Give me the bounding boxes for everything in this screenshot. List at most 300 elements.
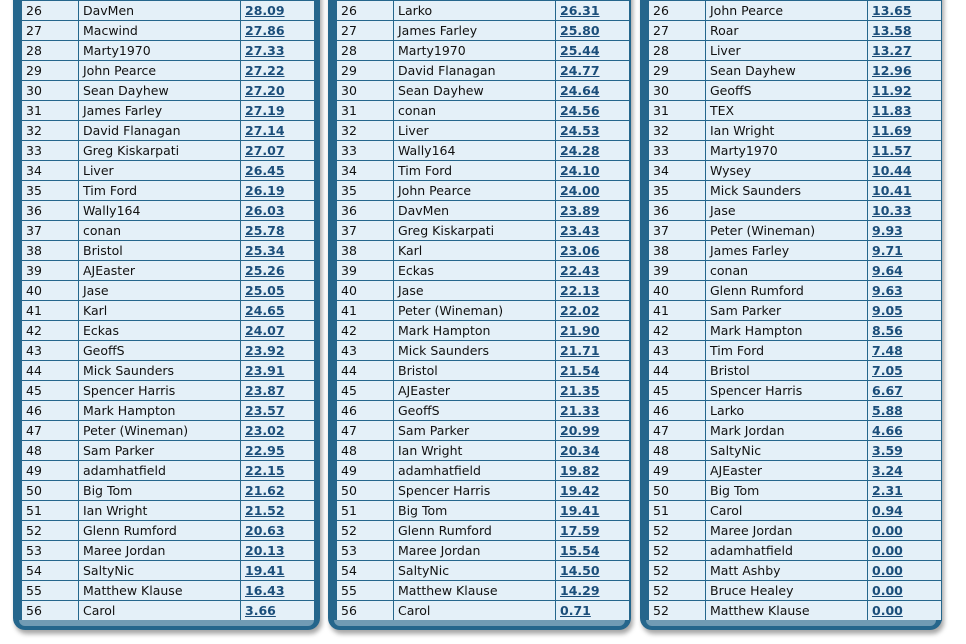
player-name-cell: Carol — [394, 601, 556, 621]
rank-cell: 56 — [337, 601, 394, 621]
rank-cell: 27 — [337, 21, 394, 41]
rank-cell: 41 — [337, 301, 394, 321]
score-link[interactable]: 23.06 — [560, 243, 600, 258]
score-link[interactable]: 26.03 — [245, 203, 285, 218]
rank-cell: 33 — [337, 141, 394, 161]
score-link[interactable]: 25.26 — [245, 263, 285, 278]
table-row — [22, 501, 315, 521]
score-link[interactable]: 23.02 — [245, 423, 285, 438]
player-name-cell: Spencer Harris — [79, 381, 241, 401]
score-cell — [241, 501, 315, 521]
score-cell — [241, 101, 315, 121]
table-row — [337, 581, 630, 601]
score-link[interactable]: 27.19 — [245, 103, 285, 118]
rank-cell: 42 — [337, 321, 394, 341]
score-link[interactable]: 16.43 — [245, 583, 285, 598]
player-name-cell: John Pearce — [706, 1, 868, 21]
score-cell — [556, 381, 630, 401]
score-link[interactable]: 10.33 — [872, 203, 912, 218]
score-cell — [556, 81, 630, 101]
player-name-cell: Greg Kiskarpati — [79, 141, 241, 161]
score-cell — [241, 201, 315, 221]
rank-cell: 37 — [22, 221, 79, 241]
score-link[interactable]: 5.88 — [872, 403, 903, 418]
table-row — [22, 381, 315, 401]
table-row — [337, 241, 630, 261]
rank-cell: 44 — [337, 361, 394, 381]
rank-cell: 28 — [22, 41, 79, 61]
rank-cell: 36 — [22, 201, 79, 221]
score-link[interactable]: 4.66 — [872, 423, 903, 438]
player-name-cell: Glenn Rumford — [394, 521, 556, 541]
table-row — [337, 341, 630, 361]
score-cell — [556, 561, 630, 581]
score-link[interactable]: 23.43 — [560, 223, 600, 238]
player-name-cell: Matthew Klause — [79, 581, 241, 601]
score-link[interactable]: 23.87 — [245, 383, 285, 398]
score-link[interactable]: 8.56 — [872, 323, 903, 338]
player-name-cell: Sean Dayhew — [706, 61, 868, 81]
player-name-cell: TEX — [706, 101, 868, 121]
rank-cell: 52 — [22, 521, 79, 541]
score-link[interactable]: 7.05 — [872, 363, 903, 378]
score-cell — [868, 461, 942, 481]
rank-cell: 52 — [649, 541, 706, 561]
player-name-cell: Karl — [394, 241, 556, 261]
rank-cell: 51 — [22, 501, 79, 521]
score-link[interactable]: 17.59 — [560, 523, 600, 538]
score-link[interactable]: 21.52 — [245, 503, 285, 518]
score-link[interactable]: 23.89 — [560, 203, 600, 218]
player-name-cell: Jase — [706, 201, 868, 221]
player-name-cell: Mark Hampton — [706, 321, 868, 341]
score-cell — [556, 601, 630, 621]
player-name-cell: Glenn Rumford — [706, 281, 868, 301]
score-cell — [868, 81, 942, 101]
score-link[interactable]: 11.57 — [872, 143, 912, 158]
score-link[interactable]: 3.24 — [872, 463, 903, 478]
score-cell — [241, 601, 315, 621]
score-link[interactable]: 25.05 — [245, 283, 285, 298]
score-cell — [868, 141, 942, 161]
table-row — [22, 441, 315, 461]
table-row — [649, 181, 942, 201]
score-link[interactable]: 19.42 — [560, 483, 600, 498]
score-cell — [556, 341, 630, 361]
rank-cell: 38 — [337, 241, 394, 261]
player-name-cell: Eckas — [79, 321, 241, 341]
score-link[interactable]: 27.33 — [245, 43, 285, 58]
player-name-cell: adamhatfield — [706, 541, 868, 561]
score-link[interactable]: 22.02 — [560, 303, 600, 318]
rank-cell: 37 — [337, 221, 394, 241]
player-name-cell: AJEaster — [706, 461, 868, 481]
player-name-cell: Bristol — [79, 241, 241, 261]
rank-cell: 31 — [649, 101, 706, 121]
score-cell — [556, 241, 630, 261]
table-row — [649, 161, 942, 181]
table-row — [649, 21, 942, 41]
score-cell — [868, 221, 942, 241]
score-cell — [241, 81, 315, 101]
rank-cell: 52 — [649, 581, 706, 601]
player-name-cell: Sam Parker — [706, 301, 868, 321]
score-link[interactable]: 24.28 — [560, 143, 600, 158]
score-cell — [556, 361, 630, 381]
score-link[interactable]: 2.31 — [872, 483, 903, 498]
score-link[interactable]: 9.93 — [872, 223, 903, 238]
rank-cell: 35 — [22, 181, 79, 201]
rank-cell: 43 — [22, 341, 79, 361]
score-link[interactable]: 3.59 — [872, 443, 903, 458]
leaderboard-panel-3 — [640, 0, 942, 630]
player-name-cell: David Flanagan — [394, 61, 556, 81]
rank-cell: 52 — [649, 521, 706, 541]
score-link[interactable]: 22.15 — [245, 463, 285, 478]
table-row — [22, 181, 315, 201]
rank-cell: 56 — [22, 601, 79, 621]
player-name-cell: conan — [79, 221, 241, 241]
score-link[interactable]: 26.45 — [245, 163, 285, 178]
rank-cell: 48 — [649, 441, 706, 461]
player-name-cell: Ian Wright — [706, 121, 868, 141]
table-row — [649, 321, 942, 341]
rank-cell: 41 — [649, 301, 706, 321]
player-name-cell: Carol — [706, 501, 868, 521]
score-link[interactable]: 22.95 — [245, 443, 285, 458]
player-name-cell: Marty1970 — [394, 41, 556, 61]
player-name-cell: Bristol — [394, 361, 556, 381]
score-link[interactable]: 10.41 — [872, 183, 912, 198]
rank-cell: 39 — [649, 261, 706, 281]
table-row — [649, 601, 942, 621]
player-name-cell: Jase — [79, 281, 241, 301]
rank-cell: 29 — [649, 61, 706, 81]
rank-cell: 47 — [22, 421, 79, 441]
rank-cell: 45 — [649, 381, 706, 401]
rank-cell: 46 — [337, 401, 394, 421]
rank-cell: 34 — [22, 161, 79, 181]
score-link[interactable]: 21.90 — [560, 323, 600, 338]
score-cell — [556, 61, 630, 81]
rank-cell: 38 — [649, 241, 706, 261]
score-cell — [868, 61, 942, 81]
player-name-cell: conan — [394, 101, 556, 121]
table-row — [337, 521, 630, 541]
score-link[interactable]: 20.63 — [245, 523, 285, 538]
player-name-cell: Marty1970 — [79, 41, 241, 61]
table-row — [22, 261, 315, 281]
score-link[interactable]: 20.99 — [560, 423, 600, 438]
score-link[interactable]: 6.67 — [872, 383, 903, 398]
rank-cell: 40 — [337, 281, 394, 301]
table-row — [337, 61, 630, 81]
score-link[interactable]: 22.13 — [560, 283, 600, 298]
score-link[interactable]: 3.66 — [245, 603, 276, 618]
score-cell — [868, 361, 942, 381]
score-link[interactable]: 11.83 — [872, 103, 912, 118]
score-link[interactable]: 9.64 — [872, 263, 903, 278]
score-link[interactable]: 21.33 — [560, 403, 600, 418]
score-link[interactable]: 24.56 — [560, 103, 600, 118]
table-row — [649, 221, 942, 241]
score-cell — [868, 121, 942, 141]
table-row — [649, 381, 942, 401]
table-row — [337, 461, 630, 481]
table-row — [649, 1, 942, 21]
player-name-cell: Peter (Wineman) — [79, 421, 241, 441]
table-row — [22, 581, 315, 601]
score-link[interactable]: 0.00 — [872, 603, 903, 618]
score-cell — [556, 261, 630, 281]
score-cell — [556, 401, 630, 421]
player-name-cell: Wysey — [706, 161, 868, 181]
rank-cell: 43 — [337, 341, 394, 361]
leaderboard-table — [648, 0, 942, 621]
player-name-cell: GeoffS — [394, 401, 556, 421]
score-link[interactable]: 21.54 — [560, 363, 600, 378]
score-link[interactable]: 24.07 — [245, 323, 285, 338]
leaderboard-panel-2 — [328, 0, 631, 630]
score-link[interactable]: 11.69 — [872, 123, 912, 138]
table-row — [649, 341, 942, 361]
score-link[interactable]: 28.09 — [245, 3, 285, 18]
table-row — [649, 361, 942, 381]
rank-cell: 50 — [649, 481, 706, 501]
rank-cell: 45 — [337, 381, 394, 401]
player-name-cell: adamhatfield — [79, 461, 241, 481]
score-link[interactable]: 10.44 — [872, 163, 912, 178]
score-link[interactable]: 24.53 — [560, 123, 600, 138]
rank-cell: 32 — [337, 121, 394, 141]
score-link[interactable]: 9.05 — [872, 303, 903, 318]
score-cell — [241, 561, 315, 581]
table-row — [22, 321, 315, 341]
score-link[interactable]: 13.58 — [872, 23, 912, 38]
rank-cell: 44 — [649, 361, 706, 381]
player-name-cell: conan — [706, 261, 868, 281]
score-link[interactable]: 13.65 — [872, 3, 912, 18]
score-link[interactable]: 24.10 — [560, 163, 600, 178]
score-cell — [241, 141, 315, 161]
player-name-cell: Matt Ashby — [706, 561, 868, 581]
rank-cell: 27 — [649, 21, 706, 41]
player-name-cell: Macwind — [79, 21, 241, 41]
score-link[interactable]: 26.19 — [245, 183, 285, 198]
score-link[interactable]: 27.86 — [245, 23, 285, 38]
player-name-cell: Mark Hampton — [394, 321, 556, 341]
rank-cell: 46 — [22, 401, 79, 421]
score-cell — [556, 481, 630, 501]
score-link[interactable]: 24.64 — [560, 83, 600, 98]
rank-cell: 26 — [337, 1, 394, 21]
score-link[interactable]: 14.29 — [560, 583, 600, 598]
player-name-cell: Tim Ford — [706, 341, 868, 361]
score-link[interactable]: 25.44 — [560, 43, 600, 58]
table-row — [649, 301, 942, 321]
score-cell — [868, 261, 942, 281]
rank-cell: 53 — [22, 541, 79, 561]
score-link[interactable]: 0.00 — [872, 523, 903, 538]
player-name-cell: GeoffS — [79, 341, 241, 361]
score-cell — [556, 121, 630, 141]
player-name-cell: Maree Jordan — [79, 541, 241, 561]
table-row — [649, 561, 942, 581]
score-link[interactable]: 7.48 — [872, 343, 903, 358]
score-link[interactable]: 21.35 — [560, 383, 600, 398]
score-link[interactable]: 15.54 — [560, 543, 600, 558]
score-link[interactable]: 9.71 — [872, 243, 903, 258]
table-row — [22, 81, 315, 101]
score-link[interactable]: 12.96 — [872, 63, 912, 78]
score-cell — [241, 21, 315, 41]
rank-cell: 39 — [337, 261, 394, 281]
score-link[interactable]: 20.13 — [245, 543, 285, 558]
score-cell — [556, 301, 630, 321]
player-name-cell: Tim Ford — [394, 161, 556, 181]
score-link[interactable]: 23.92 — [245, 343, 285, 358]
table-row — [337, 361, 630, 381]
table-row — [649, 421, 942, 441]
score-cell — [868, 161, 942, 181]
table-row — [337, 441, 630, 461]
score-cell — [556, 321, 630, 341]
score-cell — [241, 381, 315, 401]
score-cell — [868, 321, 942, 341]
score-cell — [868, 181, 942, 201]
rank-cell: 52 — [337, 521, 394, 541]
score-cell — [241, 361, 315, 381]
rank-cell: 30 — [22, 81, 79, 101]
score-link[interactable]: 0.00 — [872, 543, 903, 558]
score-link[interactable]: 24.77 — [560, 63, 600, 78]
score-cell — [868, 21, 942, 41]
score-link[interactable]: 19.41 — [560, 503, 600, 518]
rank-cell: 47 — [337, 421, 394, 441]
score-link[interactable]: 21.62 — [245, 483, 285, 498]
player-name-cell: Big Tom — [394, 501, 556, 521]
score-link[interactable]: 19.82 — [560, 463, 600, 478]
score-cell — [556, 461, 630, 481]
score-link[interactable]: 23.91 — [245, 363, 285, 378]
rank-cell: 47 — [649, 421, 706, 441]
score-cell — [241, 161, 315, 181]
score-link[interactable]: 9.63 — [872, 283, 903, 298]
table-row — [22, 101, 315, 121]
leaderboard-table — [21, 0, 315, 621]
score-cell — [868, 561, 942, 581]
score-cell — [241, 481, 315, 501]
score-link[interactable]: 20.34 — [560, 443, 600, 458]
rank-cell: 40 — [22, 281, 79, 301]
score-link[interactable]: 25.78 — [245, 223, 285, 238]
score-link[interactable]: 0.71 — [560, 603, 591, 618]
score-cell — [556, 181, 630, 201]
score-link[interactable]: 22.43 — [560, 263, 600, 278]
score-link[interactable]: 21.71 — [560, 343, 600, 358]
table-row — [22, 541, 315, 561]
rank-cell: 41 — [22, 301, 79, 321]
score-cell — [556, 161, 630, 181]
score-link[interactable]: 25.34 — [245, 243, 285, 258]
rank-cell: 34 — [337, 161, 394, 181]
table-row — [22, 21, 315, 41]
player-name-cell: Matthew Klause — [394, 581, 556, 601]
table-row — [22, 301, 315, 321]
score-link[interactable]: 23.57 — [245, 403, 285, 418]
player-name-cell: AJEaster — [394, 381, 556, 401]
player-name-cell: Karl — [79, 301, 241, 321]
rank-cell: 38 — [22, 241, 79, 261]
table-row — [337, 261, 630, 281]
table-row — [337, 561, 630, 581]
score-link[interactable]: 0.00 — [872, 563, 903, 578]
rank-cell: 50 — [337, 481, 394, 501]
player-name-cell: Mick Saunders — [706, 181, 868, 201]
leaderboard-table — [336, 0, 630, 621]
table-row — [649, 241, 942, 261]
score-link[interactable]: 24.00 — [560, 183, 600, 198]
score-link[interactable]: 27.07 — [245, 143, 285, 158]
table-row — [649, 281, 942, 301]
player-name-cell: Peter (Wineman) — [394, 301, 556, 321]
table-row — [337, 161, 630, 181]
score-link[interactable]: 13.27 — [872, 43, 912, 58]
score-cell — [868, 601, 942, 621]
table-row — [337, 141, 630, 161]
rank-cell: 39 — [22, 261, 79, 281]
score-link[interactable]: 26.31 — [560, 3, 600, 18]
score-link[interactable]: 14.50 — [560, 563, 600, 578]
table-row — [649, 581, 942, 601]
score-cell — [556, 281, 630, 301]
table-row — [337, 281, 630, 301]
score-cell — [868, 41, 942, 61]
player-name-cell: Larko — [394, 1, 556, 21]
score-cell — [556, 41, 630, 61]
rank-cell: 51 — [649, 501, 706, 521]
table-row — [22, 361, 315, 381]
score-link[interactable]: 27.14 — [245, 123, 285, 138]
score-cell — [241, 321, 315, 341]
score-link[interactable]: 25.80 — [560, 23, 600, 38]
score-cell — [556, 201, 630, 221]
score-link[interactable]: 0.94 — [872, 503, 903, 518]
score-cell — [868, 581, 942, 601]
table-row — [22, 241, 315, 261]
score-link[interactable]: 24.65 — [245, 303, 285, 318]
table-row — [22, 221, 315, 241]
player-name-cell: Liver — [79, 161, 241, 181]
score-link[interactable]: 27.20 — [245, 83, 285, 98]
score-link[interactable]: 11.92 — [872, 83, 912, 98]
player-name-cell: Mick Saunders — [394, 341, 556, 361]
player-name-cell: Big Tom — [79, 481, 241, 501]
rank-cell: 30 — [649, 81, 706, 101]
score-cell — [241, 281, 315, 301]
rank-cell: 48 — [22, 441, 79, 461]
rank-cell: 37 — [649, 221, 706, 241]
player-name-cell: Mick Saunders — [79, 361, 241, 381]
score-link[interactable]: 0.00 — [872, 583, 903, 598]
score-cell — [556, 21, 630, 41]
table-row — [337, 21, 630, 41]
score-link[interactable]: 27.22 — [245, 63, 285, 78]
score-cell — [241, 121, 315, 141]
table-row — [649, 541, 942, 561]
table-row — [22, 521, 315, 541]
score-link[interactable]: 19.41 — [245, 563, 285, 578]
